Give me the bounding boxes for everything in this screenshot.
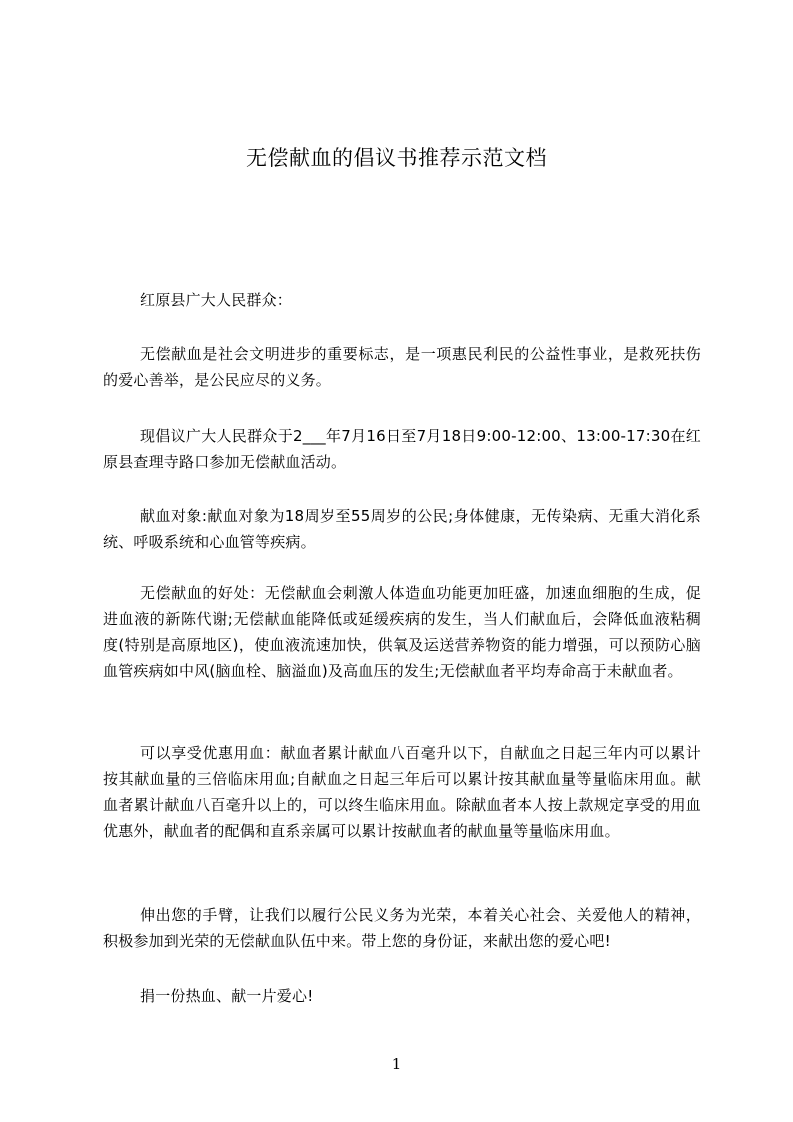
document-title: 无偿献血的倡议书推荐示范文档 <box>246 146 547 170</box>
paragraph-event-time-place: 现倡议广大人民群众于2___年7月16日至7月18日9:00-12:00、13:00-17:30在红原县查理寺路口参加无偿献血活动。 <box>103 427 701 471</box>
page-number: 1 <box>391 1055 402 1073</box>
paragraph-call-to-action: 伸出您的手臂，让我们以履行公民义务为光荣，本着关心社会、关爱他人的精神，积极参加到光荣的无偿献血队伍中来。带上您的身份证，来献出您的爱心吧! <box>103 906 701 950</box>
paragraph-benefits: 无偿献血的好处：无偿献血会刺激人体造血功能更加旺盛，加速血细胞的生成，促进血液的新陈代谢;无偿献血能降低或延缓疾病的发生，当人们献血后，会降低血液粘稠度(特别是高原地区)，使血液流速加快，供氧及运送营养物资的能力增强，可以预防心脑血管疾病如中风(脑血栓、脑溢血)及高血压的发生;无偿献血者平均寿命高于未献血者。 <box>103 584 701 680</box>
closing-slogan: 捐一份热血、献一片爱心! <box>140 987 314 1005</box>
paragraph-intro: 无偿献血是社会文明进步的重要标志，是一项惠民利民的公益性事业，是救死扶伤的爱心善举，是公民应尽的义务。 <box>103 345 701 389</box>
paragraph-donor-eligibility: 献血对象:献血对象为18周岁至55周岁的公民;身体健康，无传染病、无重大消化系统、呼吸系统和心血管等疾病。 <box>103 507 701 551</box>
salutation: 红原县广大人民群众： <box>140 291 293 309</box>
paragraph-preferential-blood-use: 可以享受优惠用血：献血者累计献血八百毫升以下，自献血之日起三年内可以累计按其献血量的三倍临床用血;自献血之日起三年后可以累计按其献血量等量临床用血。献血者累计献血八百毫升以上的，可以终生临床用血。除献血者本人按上款规定享受的用血优惠外，献血者的配偶和直系亲属可以累计按献血者的献血量等量临床用血。 <box>103 744 701 840</box>
